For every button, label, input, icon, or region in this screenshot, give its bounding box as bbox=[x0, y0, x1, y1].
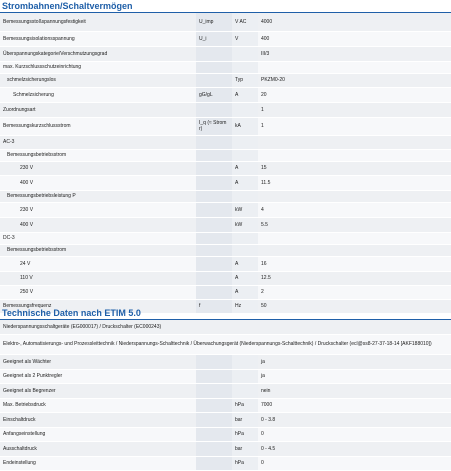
etim-class-line: Niederspannungsschaltgeräte (EG000017) / Druckschalter (EC000243) bbox=[0, 320, 451, 334]
row-unit: A bbox=[232, 256, 258, 271]
row-unit bbox=[232, 190, 258, 202]
row-symbol bbox=[196, 456, 232, 470]
row-unit bbox=[232, 354, 258, 369]
row-label: AC-3 bbox=[0, 135, 196, 149]
row-value: nein bbox=[258, 383, 451, 398]
row-unit: A bbox=[232, 285, 258, 299]
row-unit bbox=[232, 369, 258, 383]
row-value: 50 bbox=[258, 299, 451, 313]
row-unit: V bbox=[232, 31, 258, 46]
row-symbol bbox=[196, 271, 232, 285]
row-value: 0 - 3.8 bbox=[258, 412, 451, 427]
row-label: Bemessungsfrequenz bbox=[0, 299, 196, 313]
row-symbol bbox=[196, 427, 232, 441]
row-symbol bbox=[196, 256, 232, 271]
row-value bbox=[258, 232, 451, 244]
row-label: Bemessungsbetriebsleistung P bbox=[0, 190, 196, 202]
row-unit bbox=[232, 61, 258, 73]
row-unit: A bbox=[232, 175, 258, 190]
row-value: 1 bbox=[258, 117, 451, 135]
row-label: Bemessungsisolationsspannung bbox=[0, 31, 196, 46]
row-unit bbox=[232, 232, 258, 244]
row-label: Geeignet als Wächter bbox=[0, 354, 196, 369]
row-value: 5.5 bbox=[258, 217, 451, 232]
row-unit: hPa bbox=[232, 398, 258, 412]
row-label: 230 V bbox=[0, 202, 196, 217]
row-unit: A bbox=[232, 161, 258, 175]
row-symbol bbox=[196, 135, 232, 149]
row-unit: kA bbox=[232, 117, 258, 135]
table-row bbox=[0, 285, 451, 299]
row-value: ja bbox=[258, 354, 451, 369]
table-row bbox=[0, 87, 451, 102]
row-symbol bbox=[196, 61, 232, 73]
row-label: Geeignet als 2 Punktregler bbox=[0, 369, 196, 383]
row-symbol: gG/gL bbox=[196, 87, 232, 102]
table-row bbox=[0, 135, 451, 149]
table-row bbox=[0, 149, 451, 161]
row-symbol bbox=[196, 369, 232, 383]
table-row bbox=[0, 31, 451, 46]
row-label: 230 V bbox=[0, 161, 196, 175]
row-symbol bbox=[196, 383, 232, 398]
row-symbol: I_q (≈ Strom r) bbox=[196, 117, 232, 135]
row-symbol: f bbox=[196, 299, 232, 313]
row-label: Anfangseinstellung bbox=[0, 427, 196, 441]
row-label: 400 V bbox=[0, 217, 196, 232]
row-symbol bbox=[196, 102, 232, 117]
row-value: 0 - 4.5 bbox=[258, 441, 451, 456]
etim-path-line: Elektro-, Automatisierungs- und Prozessleittechnik / Niederspannungs-Schalttechnik / Überwachungsgerät (Niederspannungs-Schalttechnik) / Druckschalter (ecl@ss8-27-37-18-14 [AKF188010]) bbox=[0, 334, 451, 354]
section-title-strombahnen: Strombahnen/Schaltvermögen bbox=[2, 1, 133, 11]
row-symbol bbox=[196, 244, 232, 256]
row-label: Geeignet als Begrenzer bbox=[0, 383, 196, 398]
row-unit: hPa bbox=[232, 427, 258, 441]
row-unit: kW bbox=[232, 202, 258, 217]
row-value: 16 bbox=[258, 256, 451, 271]
table-row bbox=[0, 427, 451, 441]
row-unit: hPa bbox=[232, 456, 258, 470]
row-label: 400 V bbox=[0, 175, 196, 190]
row-label: Schmelzsicherung bbox=[0, 87, 196, 102]
table-row bbox=[0, 13, 451, 31]
row-unit bbox=[232, 102, 258, 117]
row-label: schmelzsicherungslos bbox=[0, 73, 196, 87]
row-value: 0 bbox=[258, 456, 451, 470]
table-row bbox=[0, 217, 451, 232]
row-unit: A bbox=[232, 87, 258, 102]
row-value bbox=[258, 61, 451, 73]
row-symbol: U_i bbox=[196, 31, 232, 46]
row-value: 4 bbox=[258, 202, 451, 217]
table-row bbox=[0, 175, 451, 190]
row-value: 15 bbox=[258, 161, 451, 175]
strombahnen-table bbox=[0, 13, 451, 314]
row-symbol bbox=[196, 412, 232, 427]
row-unit bbox=[232, 149, 258, 161]
row-value: 1 bbox=[258, 102, 451, 117]
table-row bbox=[0, 117, 451, 135]
row-symbol bbox=[196, 46, 232, 61]
row-label: Bemessungskurzschlussstrom bbox=[0, 117, 196, 135]
table-row bbox=[0, 383, 451, 398]
row-unit: kW bbox=[232, 217, 258, 232]
row-symbol: U_imp bbox=[196, 13, 232, 31]
row-symbol bbox=[196, 285, 232, 299]
row-symbol bbox=[196, 149, 232, 161]
row-label: Bemessungsbetriebsstrom bbox=[0, 149, 196, 161]
table-row bbox=[0, 441, 451, 456]
row-value bbox=[258, 190, 451, 202]
row-unit bbox=[232, 383, 258, 398]
row-unit: bar bbox=[232, 441, 258, 456]
row-symbol bbox=[196, 354, 232, 369]
table-row bbox=[0, 202, 451, 217]
table-row bbox=[0, 190, 451, 202]
row-value: 7000 bbox=[258, 398, 451, 412]
table-row bbox=[0, 256, 451, 271]
row-label: DC-3 bbox=[0, 232, 196, 244]
row-value bbox=[258, 244, 451, 256]
row-label: 250 V bbox=[0, 285, 196, 299]
row-unit: Typ bbox=[232, 73, 258, 87]
row-value: 2 bbox=[258, 285, 451, 299]
row-unit: Hz bbox=[232, 299, 258, 313]
table-row bbox=[0, 354, 451, 369]
row-unit bbox=[232, 46, 258, 61]
row-value: 12.5 bbox=[258, 271, 451, 285]
row-symbol bbox=[196, 398, 232, 412]
table-row bbox=[0, 320, 451, 334]
row-value: 4000 bbox=[258, 13, 451, 31]
row-symbol bbox=[196, 73, 232, 87]
row-value: III/3 bbox=[258, 46, 451, 61]
row-symbol bbox=[196, 217, 232, 232]
row-value bbox=[258, 149, 451, 161]
row-unit bbox=[232, 135, 258, 149]
row-unit: bar bbox=[232, 412, 258, 427]
row-symbol bbox=[196, 441, 232, 456]
row-value: 20 bbox=[258, 87, 451, 102]
row-symbol bbox=[196, 190, 232, 202]
row-value bbox=[258, 135, 451, 149]
row-label: max. Kurzschlussschutzeinrichtung bbox=[0, 61, 196, 73]
row-label: Endeinstellung bbox=[0, 456, 196, 470]
table-row bbox=[0, 73, 451, 87]
row-label: Ausschaltdruck bbox=[0, 441, 196, 456]
table-row bbox=[0, 412, 451, 427]
row-symbol bbox=[196, 232, 232, 244]
table-row bbox=[0, 271, 451, 285]
row-symbol bbox=[196, 202, 232, 217]
table-row bbox=[0, 102, 451, 117]
table-row bbox=[0, 161, 451, 175]
row-symbol bbox=[196, 161, 232, 175]
row-value: PKZM0-20 bbox=[258, 73, 451, 87]
row-symbol bbox=[196, 175, 232, 190]
row-label: Einschaltdruck bbox=[0, 412, 196, 427]
row-unit bbox=[232, 244, 258, 256]
table-row bbox=[0, 369, 451, 383]
table-row bbox=[0, 334, 451, 354]
table-row bbox=[0, 61, 451, 73]
row-unit: A bbox=[232, 271, 258, 285]
row-label: Bemessungsstoßspannungsfestigkeit bbox=[0, 13, 196, 31]
row-value: ja bbox=[258, 369, 451, 383]
table-row bbox=[0, 232, 451, 244]
row-value: 400 bbox=[258, 31, 451, 46]
row-label: 24 V bbox=[0, 256, 196, 271]
etim-table bbox=[0, 320, 451, 471]
row-label: Überspannungskategorie/Verschmutzungsgrad bbox=[0, 46, 196, 61]
table-row bbox=[0, 46, 451, 61]
row-label: Zuordnungsart bbox=[0, 102, 196, 117]
row-label: Bemessungsbetriebsstrom bbox=[0, 244, 196, 256]
table-row bbox=[0, 244, 451, 256]
table-row bbox=[0, 456, 451, 470]
row-value: 11.5 bbox=[258, 175, 451, 190]
row-label: 110 V bbox=[0, 271, 196, 285]
row-unit: V AC bbox=[232, 13, 258, 31]
section-title-etim: Technische Daten nach ETIM 5.0 bbox=[2, 308, 141, 318]
row-label: Max. Betriebsdruck bbox=[0, 398, 196, 412]
row-value: 0 bbox=[258, 427, 451, 441]
table-row bbox=[0, 398, 451, 412]
